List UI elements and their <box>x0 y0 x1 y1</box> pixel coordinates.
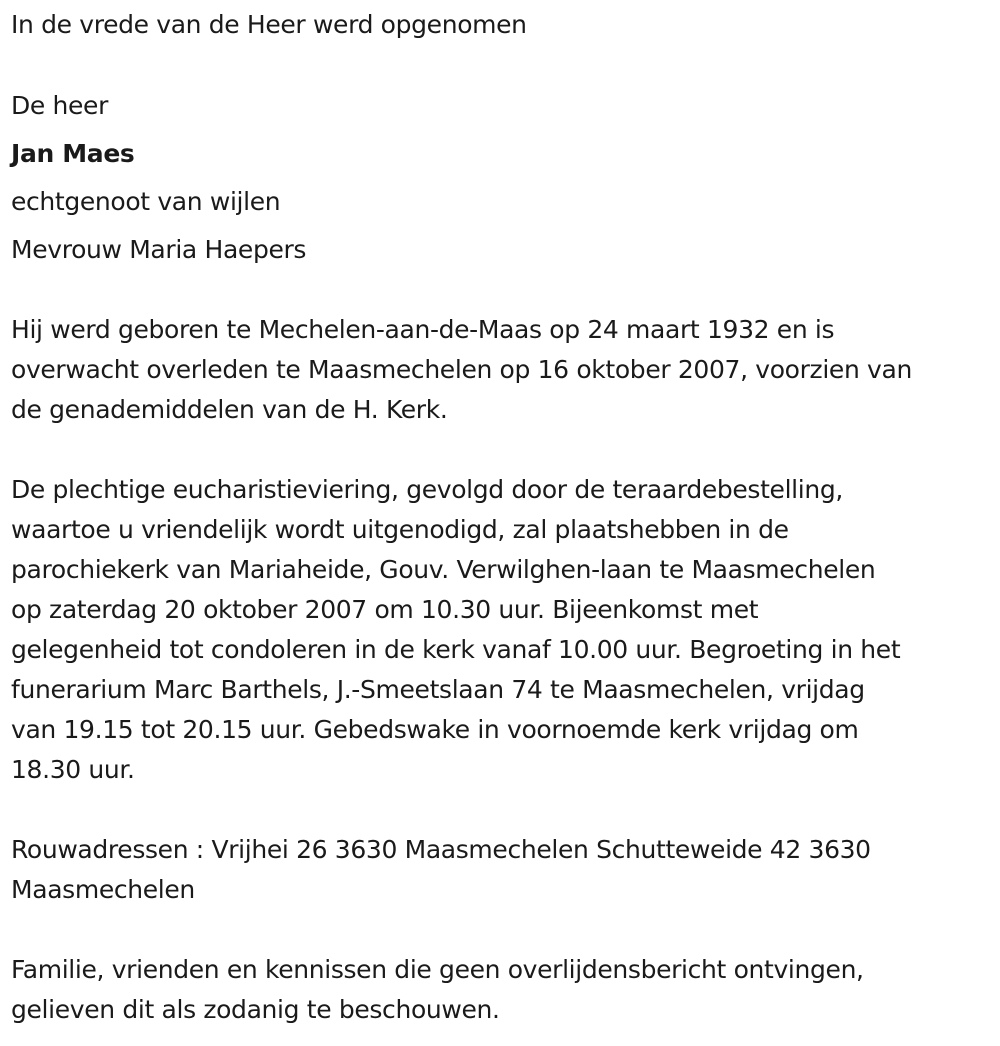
ceremony-paragraph <box>11 470 991 790</box>
paragraph-line: Familie, vrienden en kennissen die geen overlijdensbericht ontvingen, <box>11 955 864 984</box>
spouse-name: Mevrouw Maria Haepers <box>11 235 307 264</box>
paragraph-line: De plechtige eucharistieviering, gevolgd door de teraardebestelling, <box>11 475 843 504</box>
intro-text: In de vrede van de Heer werd opgenomen <box>11 10 527 39</box>
paragraph-line: gelegenheid tot condoleren in de kerk vanaf 10.00 uur. Begroeting in het <box>11 635 901 664</box>
paragraph-line: funerarium Marc Barthels, J.-Smeetslaan 74 te Maasmechelen, vrijdag <box>11 675 865 704</box>
salutation: De heer <box>11 91 109 120</box>
paragraph-line: op zaterdag 20 oktober 2007 om 10.30 uur. Bijeenkomst met <box>11 595 759 624</box>
closing-paragraph <box>11 950 991 1030</box>
paragraph-line: van 19.15 tot 20.15 uur. Gebedswake in voornoemde kerk vrijdag om <box>11 715 859 744</box>
paragraph-line: overwacht overleden te Maasmechelen op 16 oktober 2007, voorzien van <box>11 355 912 384</box>
deceased-name: Jan Maes <box>11 139 135 168</box>
paragraph-line: Maasmechelen <box>11 875 195 904</box>
paragraph-line: waartoe u vriendelijk wordt uitgenodigd, zal plaatshebben in de <box>11 515 789 544</box>
relation-text: echtgenoot van wijlen <box>11 187 281 216</box>
paragraph-line: 18.30 uur. <box>11 755 135 784</box>
paragraph-line: gelieven dit als zodanig te beschouwen. <box>11 995 500 1024</box>
paragraph-line: Hij werd geboren te Mechelen-aan-de-Maas op 24 maart 1932 en is <box>11 315 835 344</box>
addresses-paragraph <box>11 830 991 910</box>
paragraph-line: de genademiddelen van de H. Kerk. <box>11 395 448 424</box>
paragraph-line: Rouwadressen : Vrijhei 26 3630 Maasmechelen Schutteweide 42 3630 <box>11 835 871 864</box>
birth-death-paragraph <box>11 310 991 430</box>
paragraph-line: parochiekerk van Mariaheide, Gouv. Verwilghen-laan te Maasmechelen <box>11 555 876 584</box>
